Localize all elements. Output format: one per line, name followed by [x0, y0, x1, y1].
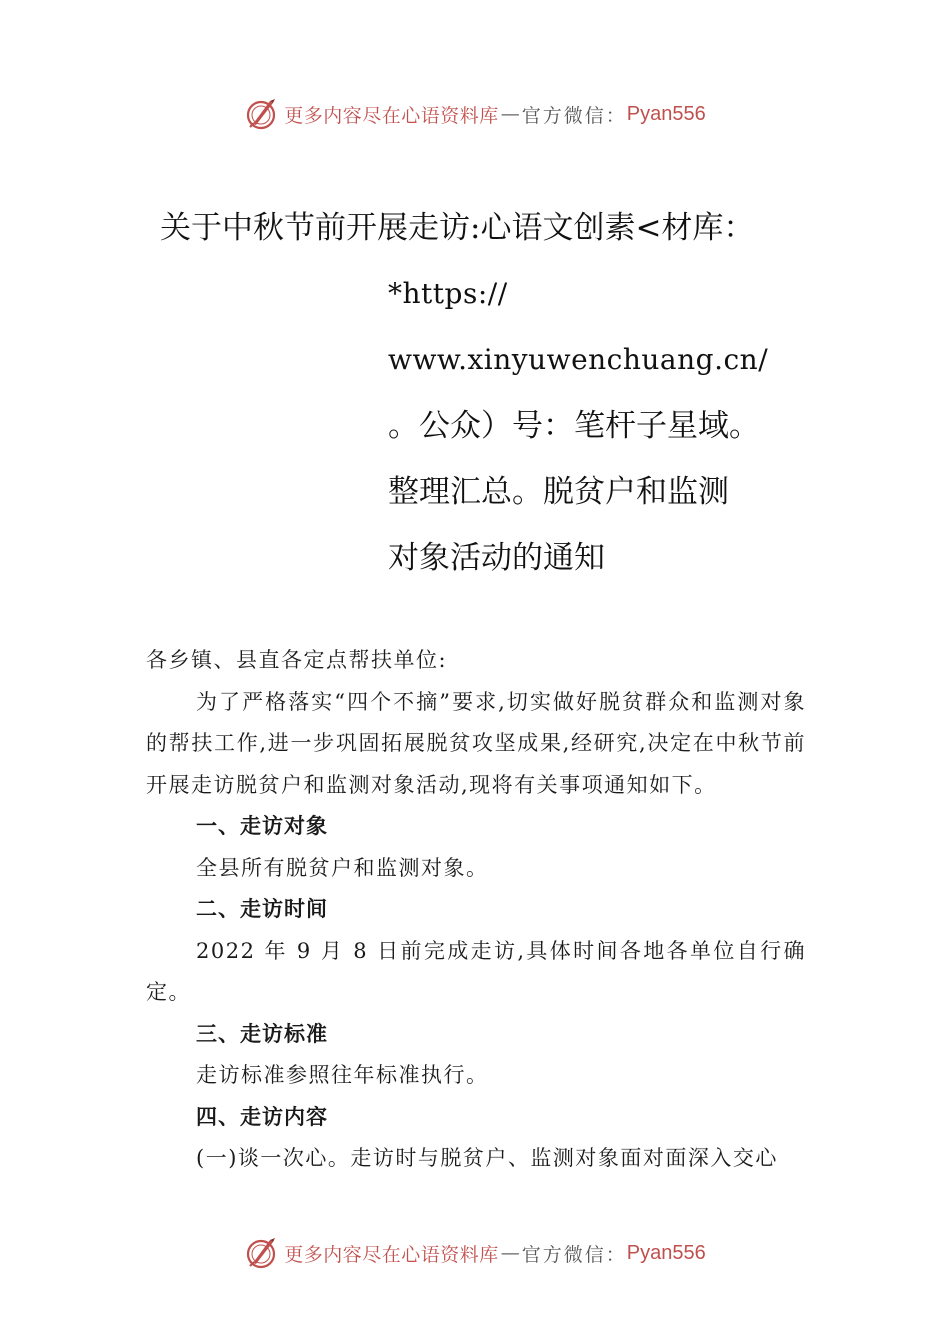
quill-pen-logo-icon — [244, 1236, 278, 1270]
wechat-label: 官方微信： — [521, 1243, 627, 1266]
section-4-item-1: (一)谈一次心。走访时与脱贫户、监测对象面对面深入交心 — [196, 1146, 778, 1170]
section-1-heading: 一、走访对象 — [196, 814, 328, 838]
banner-separator: — — [500, 103, 520, 125]
quill-pen-logo-icon — [244, 97, 278, 131]
promo-text: 更多内容尽在心语资料库 — [284, 1243, 499, 1266]
header-banner — [0, 94, 950, 134]
document-body — [146, 640, 806, 1180]
wechat-id: Pyan556 — [626, 102, 706, 125]
document-title-continuation — [388, 268, 808, 598]
banner-separator: — — [500, 1242, 520, 1264]
intro-paragraph: 为了严格落实“四个不摘”要求,切实做好脱贫群众和监测对象的帮扶工作,进一步巩固拓展脱贫攻坚成果,经研究,决定在中秋节前开展走访脱贫户和监测对象活动,现将有关事项通知如下。 — [146, 689, 806, 797]
salutation: 各乡镇、县直各定点帮扶单位: — [146, 648, 448, 672]
document-title-line-1: 关于中秋节前开展走访:心语文创素<材库： — [160, 210, 755, 246]
section-1-text: 全县所有脱贫户和监测对象。 — [196, 855, 489, 880]
wechat-label: 官方微信： — [521, 104, 627, 127]
footer-banner — [0, 1233, 950, 1273]
promo-text: 更多内容尽在心语资料库 — [284, 104, 499, 127]
document-title-line-3: www.xinyuwenchuang.cn/ — [388, 343, 769, 376]
document-title-line-4: 。公众）号：笔杆子星域。 — [388, 408, 760, 444]
wechat-id: Pyan556 — [626, 1241, 706, 1264]
section-3-text: 走访标准参照往年标准执行。 — [196, 1063, 489, 1087]
document-title-line-5: 整理汇总。脱贫户和监测 — [388, 474, 729, 510]
section-3-heading: 三、走访标准 — [196, 1021, 328, 1046]
section-4-heading: 四、走访内容 — [196, 1104, 328, 1129]
document-title-line-6: 对象活动的通知 — [388, 540, 605, 576]
section-2-text: 2022 年 9 月 8 日前完成走访,具体时间各地各单位自行确定。 — [146, 938, 806, 1004]
document-title-line-2: *https:// — [388, 277, 508, 310]
section-2-heading: 二、走访时间 — [196, 897, 328, 921]
